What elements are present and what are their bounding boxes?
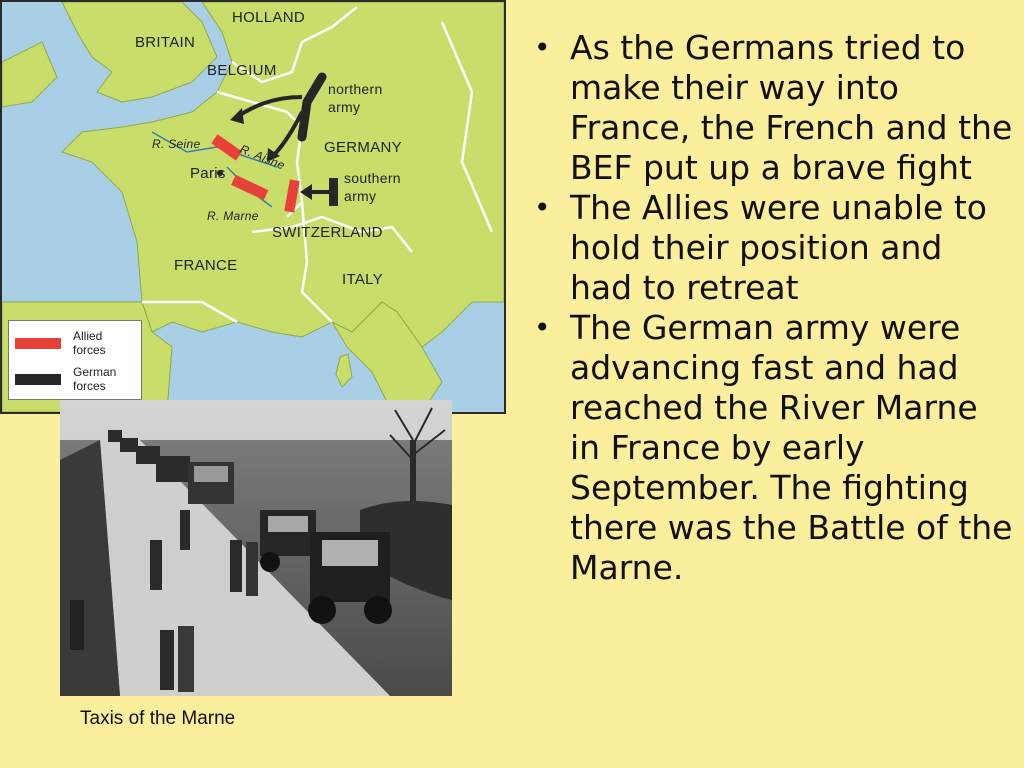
photo-soldier [160,630,174,690]
legend-swatch-german [15,374,61,385]
bullet-item [530,308,1014,588]
photo-taxi [156,456,190,482]
label-britain: BRITAIN [135,34,196,51]
label-holland: HOLLAND [232,9,305,26]
bullet-item [530,188,1014,308]
label-southern-army-line1: southern [344,170,401,186]
photo-taxi [120,438,138,452]
photo-soldier [230,540,242,592]
label-france: FRANCE [174,257,238,274]
label-r-marne: R. Marne [207,209,259,223]
label-italy: ITALY [342,271,383,288]
photo-soldier [178,626,194,692]
bullet-dot-icon: • [534,31,551,64]
legend-row-german [15,365,133,393]
photo-taxi [108,430,122,442]
taxis-photo [60,400,452,696]
label-northern-army-line2: army [328,99,361,115]
bullet-dot-icon: • [534,311,551,344]
bullet-dot-icon: • [534,191,551,224]
label-northern-army-line1: northern [328,81,383,97]
photo-taxi-window [322,540,378,566]
bullet-item [530,28,1014,188]
label-germany: GERMANY [324,139,402,156]
legend-label-allied: Allied forces [73,329,106,357]
taxis-photo-image [60,400,452,696]
bullet-text: The Allies were unable to hold their position and had to retreat [570,188,987,307]
photo-taxi-window [268,516,308,532]
label-switzerland: SWITZERLAND [272,224,383,241]
photo-soldier [70,600,84,650]
photo-soldier [150,540,162,590]
label-southern-army-line2: army [344,188,377,204]
photo-tree-trunk [410,440,416,510]
photo-taxi-wheel [308,596,336,624]
legend-label-german: German forces [73,365,117,393]
bullet-text: As the Germans tried to make their way into France, the French and the BEF put up a brave fight [570,28,1013,187]
photo-soldier [180,510,190,550]
label-r-seine: R. Seine [152,137,201,151]
photo-taxi-wheel [260,552,280,572]
photo-taxi-window [194,466,228,482]
legend-swatch-allied [15,338,61,349]
label-belgium: BELGIUM [207,62,277,79]
legend-row-allied [15,329,133,357]
photo-soldier [246,542,258,596]
map-legend [8,320,142,400]
photo-caption: Taxis of the Marne [80,708,236,729]
bullet-list [530,28,1014,588]
photo-taxi-wheel [364,596,392,624]
label-r-aisne: R. Aisne [237,141,287,173]
map-panel [0,0,506,414]
bullet-text: The German army were advancing fast and had reached the River Marne in France by early September. The fighting there was the Battle of the Marne. [570,308,1013,587]
label-paris: Paris [190,165,226,182]
